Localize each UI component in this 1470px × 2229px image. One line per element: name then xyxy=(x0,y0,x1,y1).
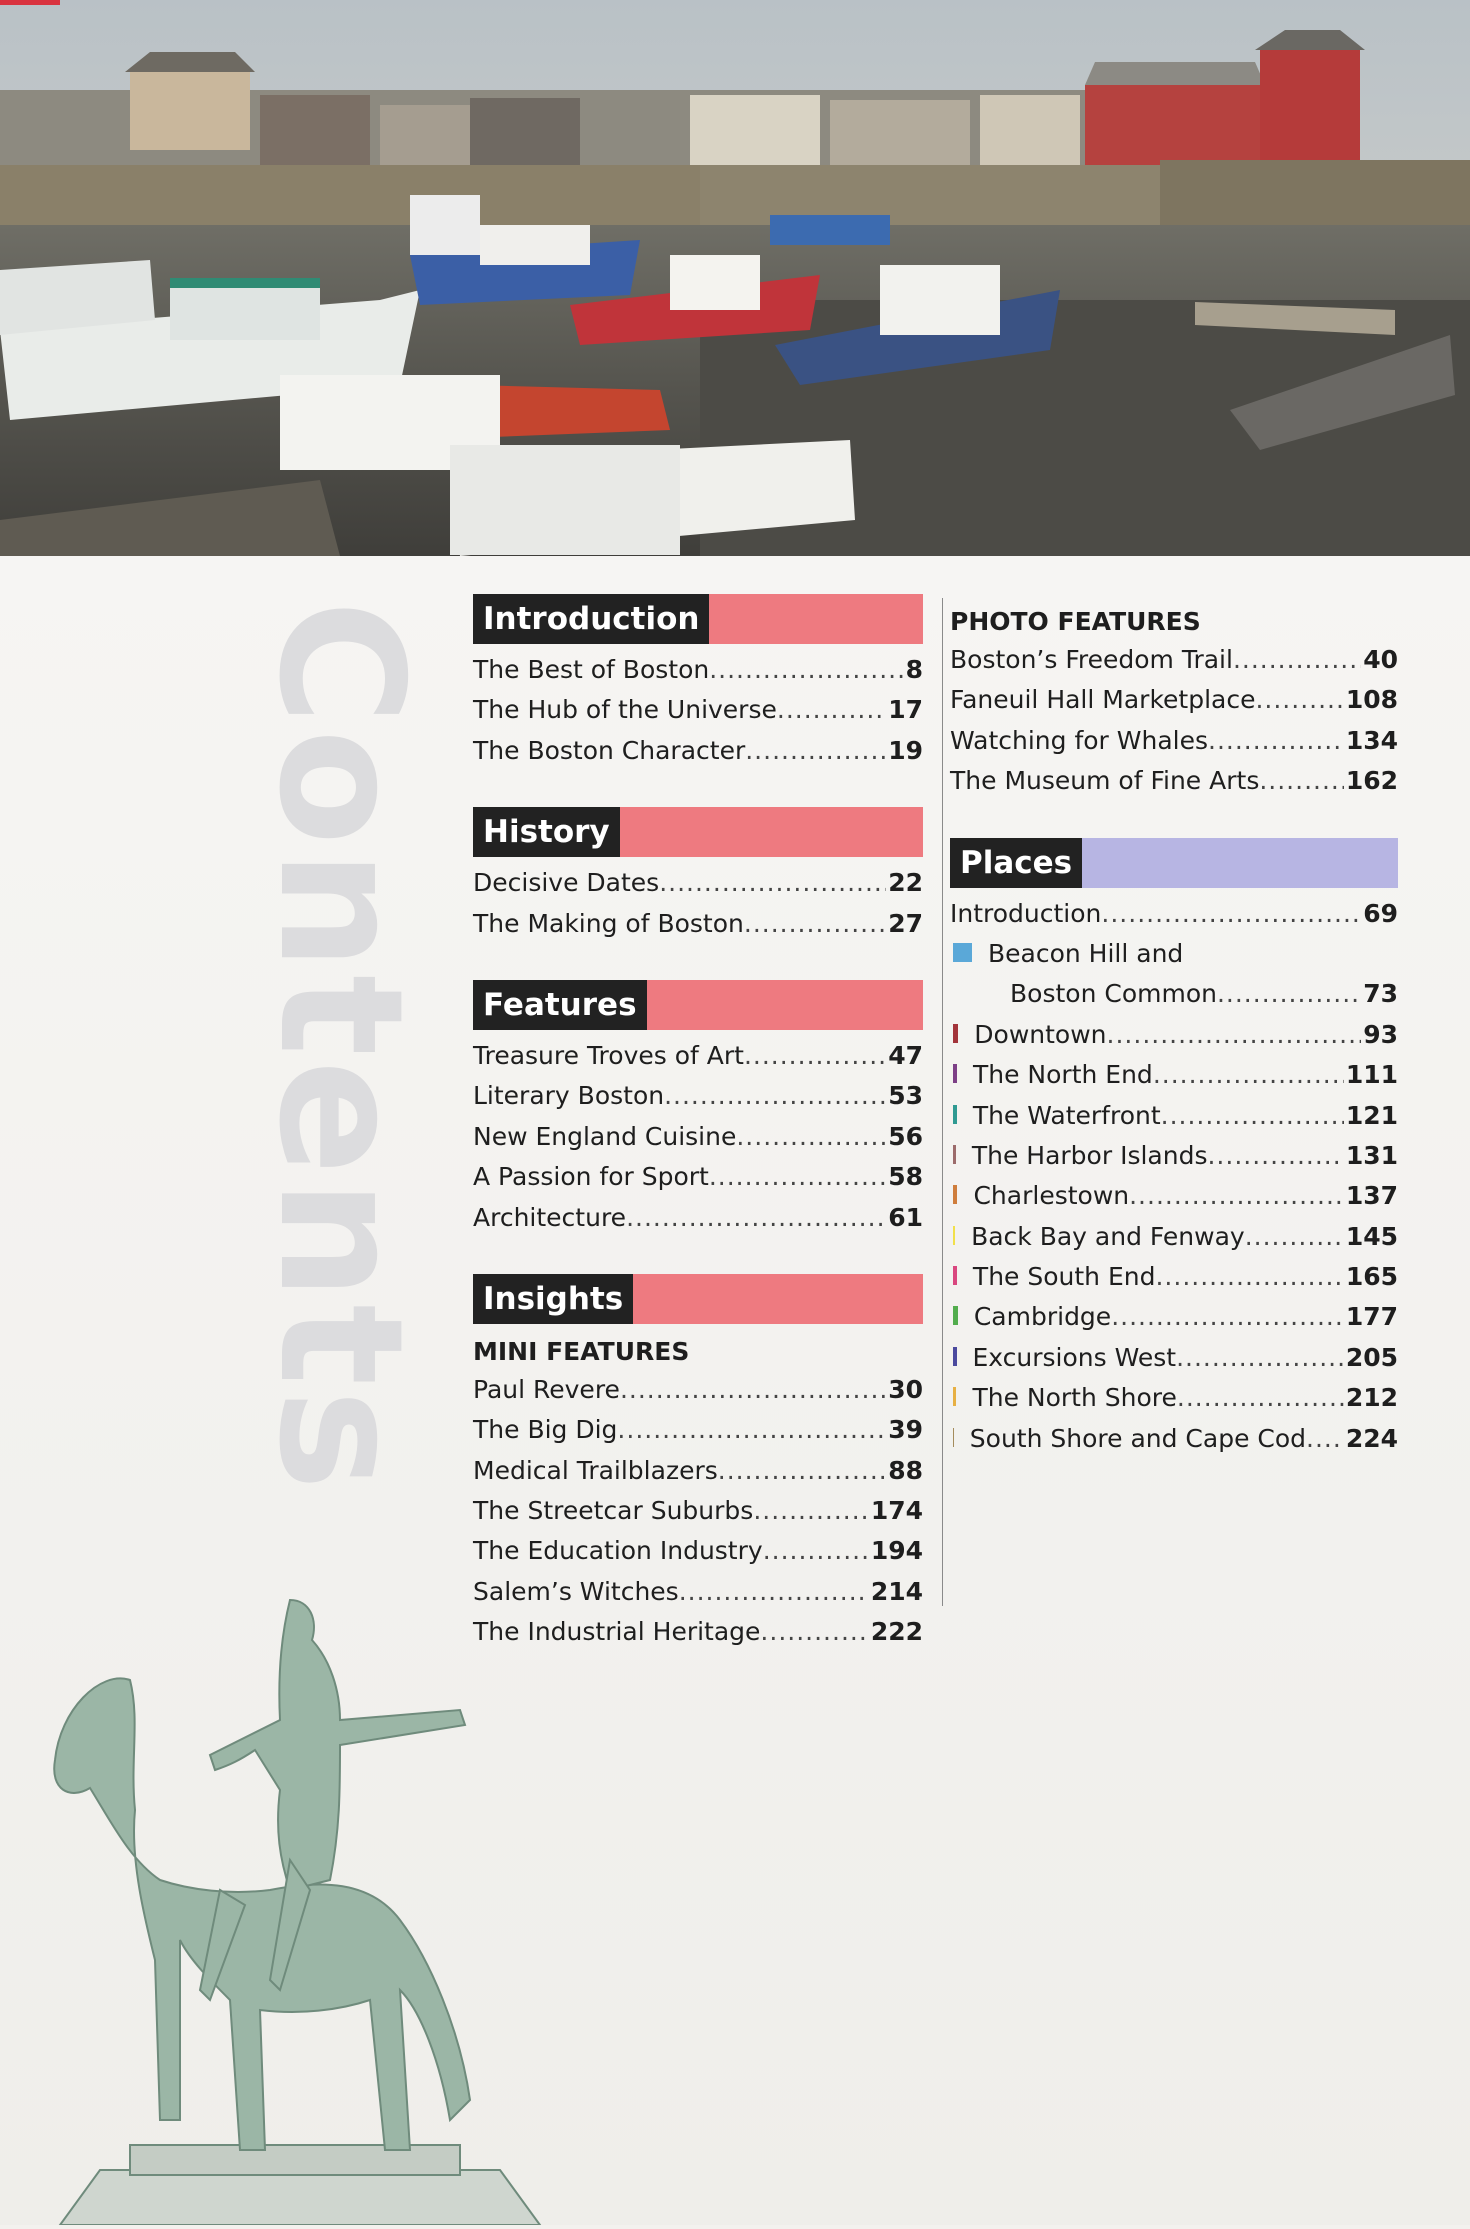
entry-page: 58 xyxy=(888,1162,923,1192)
entry-title: Architecture xyxy=(473,1202,627,1232)
entry-title: The Museum of Fine Arts xyxy=(950,766,1260,796)
entry-title: New England Cuisine xyxy=(473,1121,737,1151)
color-swatch xyxy=(953,1145,956,1164)
color-swatch xyxy=(953,1226,955,1245)
entry-title: Beacon Hill and xyxy=(988,938,1184,968)
dot-leader xyxy=(1111,1297,1344,1337)
dot-leader xyxy=(744,1036,886,1076)
dot-leader xyxy=(664,1076,886,1116)
entry-title: Decisive Dates xyxy=(473,868,660,898)
toc-entry[interactable] xyxy=(950,1378,1398,1418)
section-bar-fill xyxy=(620,807,923,857)
toc-entry[interactable] xyxy=(473,1036,923,1076)
entry-page: 19 xyxy=(888,735,923,765)
mini-features-subheading: MINI FEATURES xyxy=(473,1336,690,1366)
entry-title: Back Bay and Fenway xyxy=(971,1221,1245,1251)
entry-page: 134 xyxy=(1345,725,1398,755)
section-header-introduction xyxy=(473,594,923,644)
dot-leader xyxy=(1101,894,1361,934)
color-swatch xyxy=(953,943,972,962)
toc-entry[interactable] xyxy=(950,894,1398,934)
entry-title: Watching for Whales xyxy=(950,725,1208,755)
entry-page: 88 xyxy=(888,1455,923,1485)
entry-title: The North End xyxy=(972,1060,1153,1090)
entry-page: 205 xyxy=(1345,1342,1398,1372)
entry-page: 40 xyxy=(1363,645,1398,674)
entry-page: 27 xyxy=(888,908,923,938)
entry-page: 162 xyxy=(1345,766,1398,796)
toc-entry[interactable] xyxy=(473,1198,923,1238)
entry-page: 47 xyxy=(888,1040,923,1070)
toc-entry[interactable] xyxy=(473,904,923,944)
entry-page: 56 xyxy=(888,1121,923,1151)
entry-title: Cambridge xyxy=(973,1302,1112,1332)
section-heading: Insights xyxy=(473,1274,633,1324)
statue-photo xyxy=(40,1560,560,2225)
toc-entry[interactable] xyxy=(950,1015,1398,1055)
toc-entry[interactable] xyxy=(473,1410,923,1450)
entry-page: 121 xyxy=(1345,1100,1398,1130)
section-heading: Places xyxy=(950,838,1082,888)
section-bar-fill xyxy=(1082,838,1398,888)
section-header-history xyxy=(473,807,923,857)
entry-page: 222 xyxy=(870,1617,923,1647)
color-swatch xyxy=(953,1064,957,1083)
entry-page: 8 xyxy=(905,655,923,684)
toc-entry[interactable] xyxy=(473,1451,923,1491)
toc-entry[interactable] xyxy=(950,1419,1398,1459)
dot-leader xyxy=(617,1410,886,1450)
harbor-photo xyxy=(0,0,1470,556)
entry-title: The South End xyxy=(972,1262,1156,1292)
entry-title: The Making of Boston xyxy=(473,908,744,938)
toc-entry[interactable] xyxy=(473,731,923,771)
color-swatch xyxy=(953,1428,954,1447)
dot-leader xyxy=(744,904,886,944)
section-bar-fill xyxy=(647,980,923,1030)
entry-page: 145 xyxy=(1345,1221,1398,1251)
toc-right-column xyxy=(950,600,1398,1459)
dot-leader xyxy=(1161,1096,1344,1136)
entry-title: Treasure Troves of Art xyxy=(473,1040,744,1070)
entry-title: The Best of Boston xyxy=(473,655,710,684)
section-heading: Introduction xyxy=(473,594,709,644)
entry-title: Introduction xyxy=(950,898,1102,928)
dot-leader xyxy=(760,1612,868,1652)
entry-title: Excursions West xyxy=(972,1342,1177,1372)
toc-entry-beacon-hill-line2[interactable] xyxy=(950,974,1398,1014)
dot-leader xyxy=(626,1198,886,1238)
dot-leader xyxy=(659,863,886,903)
dot-leader xyxy=(1129,1176,1344,1216)
dot-leader xyxy=(745,731,886,771)
dot-leader xyxy=(777,690,886,730)
entry-page: 214 xyxy=(870,1576,923,1606)
dot-leader xyxy=(709,650,903,690)
entry-page: 165 xyxy=(1345,1262,1398,1292)
entry-page: 224 xyxy=(1345,1423,1398,1453)
entry-title: Medical Trailblazers xyxy=(473,1455,718,1485)
toc-entry[interactable] xyxy=(950,721,1398,761)
entry-page: 137 xyxy=(1345,1181,1398,1211)
dot-leader xyxy=(1207,1136,1343,1176)
toc-entry[interactable] xyxy=(473,1117,923,1157)
entry-page: 194 xyxy=(870,1536,923,1566)
entry-page: 39 xyxy=(888,1415,923,1445)
entry-title: The North Shore xyxy=(972,1383,1177,1413)
dot-leader xyxy=(753,1491,869,1531)
section-heading: History xyxy=(473,807,620,857)
section-bar-fill xyxy=(633,1274,923,1324)
dot-leader xyxy=(1208,721,1344,761)
entry-page: 177 xyxy=(1345,1302,1398,1332)
dot-leader xyxy=(1217,974,1361,1014)
entry-title: The Waterfront xyxy=(972,1100,1161,1130)
entry-page: 69 xyxy=(1363,898,1398,928)
toc-entry[interactable] xyxy=(473,1370,923,1410)
toc-entry-beacon-hill-line1[interactable] xyxy=(950,934,1398,974)
entry-title: South Shore and Cape Cod xyxy=(969,1423,1307,1453)
section-heading: Features xyxy=(473,980,647,1030)
dot-leader xyxy=(1259,761,1343,801)
section-header-places xyxy=(950,838,1398,888)
entry-page: 131 xyxy=(1345,1140,1398,1170)
entry-title: Charlestown xyxy=(973,1181,1130,1211)
entry-title: The Big Dig xyxy=(473,1415,618,1445)
color-swatch xyxy=(953,1306,958,1325)
dot-leader xyxy=(1107,1015,1362,1055)
entry-title: The Hub of the Universe xyxy=(473,695,777,725)
entry-title: Literary Boston xyxy=(473,1081,665,1111)
entry-page: 111 xyxy=(1345,1060,1398,1090)
entry-title: Downtown xyxy=(974,1019,1107,1049)
toc-entry[interactable] xyxy=(950,1176,1398,1216)
dot-leader xyxy=(718,1451,886,1491)
dot-leader xyxy=(1153,1055,1344,1095)
dot-leader xyxy=(709,1157,886,1197)
entry-page: 22 xyxy=(888,868,923,898)
entry-title: Boston Common xyxy=(1010,979,1217,1009)
dot-leader xyxy=(1177,1378,1344,1418)
dot-leader xyxy=(1255,680,1343,720)
dot-leader xyxy=(1176,1338,1344,1378)
color-swatch xyxy=(953,1024,958,1043)
toc-entry[interactable] xyxy=(950,1055,1398,1095)
dot-leader xyxy=(679,1572,869,1612)
entry-title: Paul Revere xyxy=(473,1374,620,1404)
dot-leader xyxy=(763,1531,869,1571)
entry-page: 174 xyxy=(870,1496,923,1526)
dot-leader xyxy=(620,1370,886,1410)
color-swatch xyxy=(953,1347,957,1366)
dot-leader xyxy=(1155,1257,1343,1297)
color-swatch xyxy=(953,1387,956,1406)
dot-leader xyxy=(1306,1419,1344,1459)
toc-entry[interactable] xyxy=(950,761,1398,801)
section-header-insights xyxy=(473,1274,923,1324)
toc-entry[interactable] xyxy=(950,1338,1398,1378)
toc-entry[interactable] xyxy=(473,1491,923,1531)
entry-title: Boston’s Freedom Trail xyxy=(950,645,1233,674)
red-corner-strip xyxy=(0,0,60,5)
section-bar-fill xyxy=(709,594,923,644)
toc-entry[interactable] xyxy=(950,1136,1398,1176)
entry-page: 73 xyxy=(1363,979,1398,1009)
toc-entry[interactable] xyxy=(950,680,1398,720)
toc-left-column xyxy=(473,594,923,1653)
toc-entry[interactable] xyxy=(473,863,923,903)
entry-title: Faneuil Hall Marketplace xyxy=(950,685,1256,715)
toc-entry[interactable] xyxy=(473,1157,923,1197)
color-swatch xyxy=(953,1266,957,1285)
toc-entry[interactable] xyxy=(950,1297,1398,1337)
entry-page: 53 xyxy=(888,1081,923,1111)
entry-page: 17 xyxy=(888,695,923,725)
toc-entry[interactable] xyxy=(950,1257,1398,1297)
toc-entry[interactable] xyxy=(473,650,923,690)
entry-title: Salem’s Witches xyxy=(473,1576,679,1606)
toc-entry[interactable] xyxy=(950,640,1398,680)
toc-entry[interactable] xyxy=(950,1096,1398,1136)
dot-leader xyxy=(736,1117,886,1157)
entry-page: 212 xyxy=(1345,1383,1398,1413)
contents-title xyxy=(241,600,455,1495)
entry-title: The Boston Character xyxy=(473,735,746,765)
photo-features-subheading: PHOTO FEATURES xyxy=(950,607,1201,636)
contents-title-text: Contents xyxy=(241,600,439,1495)
entry-title: The Harbor Islands xyxy=(971,1140,1208,1170)
color-swatch xyxy=(953,1185,957,1204)
toc-entry[interactable] xyxy=(473,1076,923,1116)
dot-leader xyxy=(1233,640,1361,680)
entry-title: The Streetcar Suburbs xyxy=(473,1496,754,1526)
entry-title: A Passion for Sport xyxy=(473,1162,709,1192)
entry-title: The Industrial Heritage xyxy=(473,1617,761,1647)
toc-entry[interactable] xyxy=(950,1217,1398,1257)
entry-page: 61 xyxy=(888,1202,923,1232)
entry-page: 30 xyxy=(888,1374,923,1404)
column-divider xyxy=(942,598,943,1606)
entry-title: The Education Industry xyxy=(473,1536,763,1566)
dot-leader xyxy=(1245,1217,1344,1257)
entry-page: 108 xyxy=(1345,685,1398,715)
color-swatch xyxy=(953,1105,957,1124)
toc-entry[interactable] xyxy=(473,690,923,730)
entry-page: 93 xyxy=(1363,1019,1398,1049)
section-header-features xyxy=(473,980,923,1030)
